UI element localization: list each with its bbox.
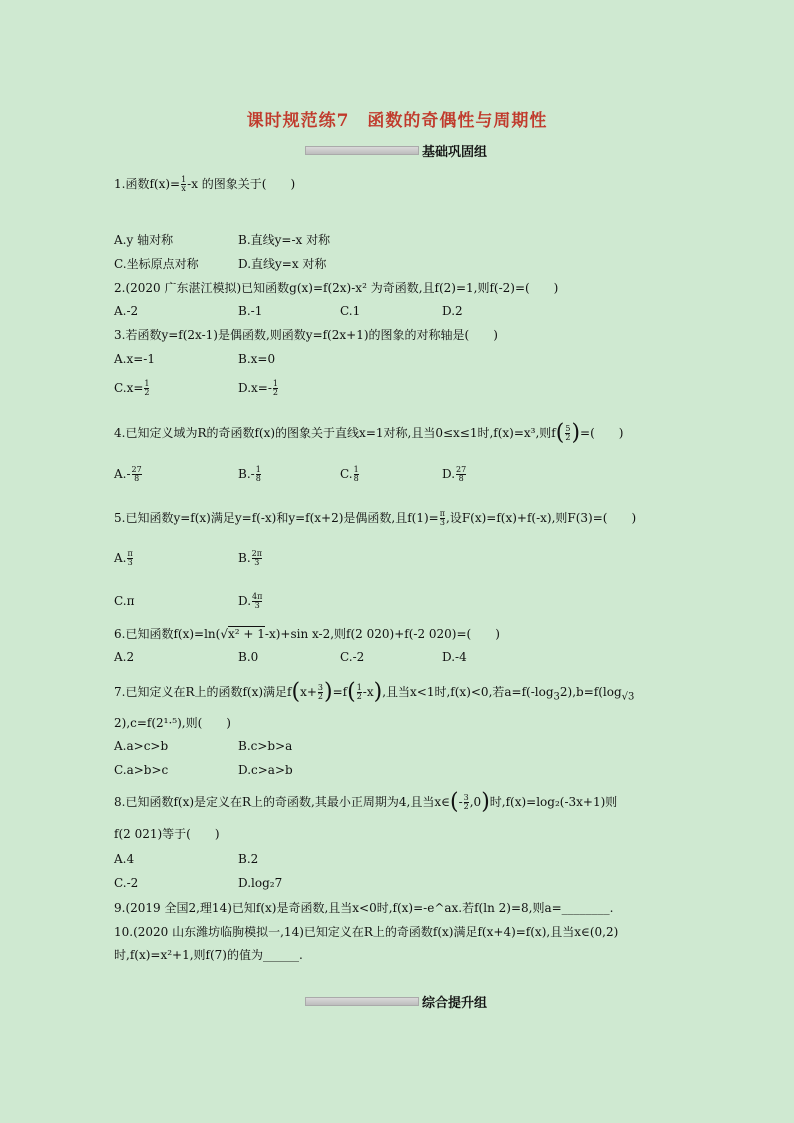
q8-option-d: D.log₂7 <box>238 876 283 890</box>
q3-d-num: 1 <box>272 379 278 388</box>
q5-d-label: D. <box>238 594 252 608</box>
q5-option-a <box>114 550 134 567</box>
q6-sqrt: x² + 1 <box>227 627 265 641</box>
q4-den: 2 <box>565 433 571 442</box>
q4-option-d <box>442 466 467 483</box>
q4-c-num: 1 <box>353 465 359 474</box>
question-10-line2: 时,f(x)=x²+1,则f(7)的值为______. <box>114 948 303 962</box>
q3-d-den: 2 <box>272 388 278 397</box>
q5-b-den: 3 <box>252 558 262 567</box>
q7-n1: 3 <box>317 683 324 692</box>
q8-text-c: 时,f(x)=log₂(-3x+1)则 <box>489 795 618 809</box>
q4-a-num: 27 <box>131 465 142 474</box>
q2-option-d: D.2 <box>442 304 463 318</box>
q7-d2: 2 <box>356 692 362 701</box>
q3-option-c <box>114 380 150 397</box>
q3-c-label: C.x= <box>114 381 144 395</box>
q8-num: 3 <box>463 793 469 802</box>
q6-option-a: A.2 <box>114 650 135 664</box>
q3-option-a: A.x=-1 <box>114 352 155 366</box>
q7-d1: 2 <box>317 692 324 701</box>
q4-text: 4.已知定义域为R的奇函数f(x)的图象关于直线x=1对称,且当0≤x≤1时,f(x)=x³,则f <box>114 426 556 440</box>
q5-b-num: 2π <box>251 549 262 558</box>
q1-rest: -x 的图象关于( ) <box>187 177 296 191</box>
q3-c-den: 2 <box>144 388 150 397</box>
q6-text-a: 6.已知函数f(x)=ln( <box>114 627 221 641</box>
q4-option-a <box>114 466 143 483</box>
q7-sub1: 3 <box>553 691 560 703</box>
q5-rest: ,设F(x)=f(x)+f(-x),则F(3)=( ) <box>446 511 637 525</box>
q8-option-c: C.-2 <box>114 876 139 890</box>
q7-paren-close-1: ) <box>324 679 333 705</box>
q5-a-fraction <box>127 550 132 567</box>
q5-den: 3 <box>439 518 445 527</box>
q1-text: 1.函数f(x)= <box>114 177 181 191</box>
q7-paren-open-1: ( <box>291 679 301 705</box>
q5-d-fraction <box>252 593 262 610</box>
q7-option-d: D.c>a>b <box>238 763 293 777</box>
q6-option-c: C.-2 <box>340 650 365 664</box>
q5-a-den: 3 <box>127 558 133 567</box>
q7-paren-open-2: ( <box>347 679 356 705</box>
q8-minus: - <box>458 795 463 809</box>
q1-option-c: C.坐标原点对称 <box>114 257 199 271</box>
q3-c-fraction <box>144 380 149 397</box>
q7-fraction-1 <box>318 684 323 701</box>
q1-fraction <box>181 176 186 193</box>
q4-num: 5 <box>565 424 571 433</box>
q4-paren-close: ) <box>571 420 581 446</box>
q6-option-d: D.-4 <box>442 650 467 664</box>
q5-num: π <box>439 509 445 518</box>
q8-text-a: 8.已知函数f(x)是定义在R上的奇函数,其最小正周期为4,且当x∈ <box>114 795 450 809</box>
q3-option-d <box>238 380 279 397</box>
q2-option-c: C.1 <box>340 304 361 318</box>
question-3: 3.若函数y=f(2x-1)是偶函数,则函数y=f(2x+1)的图象的对称轴是( ) <box>114 328 498 342</box>
section-header-basic <box>305 142 487 158</box>
q4-rest: =( ) <box>580 426 624 440</box>
q4-d-num: 27 <box>456 465 467 474</box>
q4-c-label: C. <box>340 467 353 481</box>
q7-text-a: 7.已知定义在R上的函数f(x)满足f <box>114 685 292 699</box>
q7-option-c: C.a>b>c <box>114 763 169 777</box>
q8-option-a: A.4 <box>114 852 135 866</box>
question-4 <box>114 420 624 446</box>
q5-b-fraction <box>252 550 262 567</box>
q5-d-den: 3 <box>252 601 262 610</box>
question-8 <box>114 789 618 815</box>
q5-b-label: B. <box>238 551 251 565</box>
q8-paren-open: ( <box>449 789 459 815</box>
q4-option-b <box>238 466 262 483</box>
section-bar <box>305 146 419 155</box>
q5-d-num: 4π <box>252 592 263 601</box>
q4-b-num: 1 <box>255 465 261 474</box>
q8-paren-close: ) <box>481 789 490 815</box>
q1-option-d: D.直线y=x 对称 <box>238 257 327 271</box>
q8-den: 2 <box>463 802 469 811</box>
sqrt-sign: √ <box>220 627 228 641</box>
q4-a-fraction <box>132 466 142 483</box>
q1-frac-num: 1 <box>181 175 187 184</box>
question-6 <box>114 626 500 642</box>
q2-option-b: B.-1 <box>238 304 263 318</box>
q1-option-a: A.y 轴对称 <box>114 233 174 247</box>
question-7-line2: 2),c=f(2¹·⁵),则( ) <box>114 716 231 730</box>
section-label: 基础巩固组 <box>422 144 488 160</box>
section-header-advanced <box>305 993 487 1009</box>
q4-d-den: 8 <box>456 474 466 483</box>
question-2: 2.(2020 广东湛江模拟)已知函数g(x)=f(2x)-x² 为奇函数,且f(2)=1,则f(-2)=( ) <box>114 281 559 295</box>
q5-option-d <box>238 593 263 610</box>
q6-option-b: B.0 <box>238 650 259 664</box>
q7-n2: 1 <box>356 683 362 692</box>
q7-text-c: 2),b=f(log <box>559 685 622 699</box>
q5-option-c: C.π <box>114 594 135 608</box>
q4-b-den: 8 <box>255 474 261 483</box>
question-5 <box>114 510 636 527</box>
q7-fraction-2 <box>357 684 362 701</box>
question-10: 10.(2020 山东潍坊临朐模拟一,14)已知定义在R上的奇函数f(x)满足f(x+4)=f(x),且当x∈(0,2) <box>114 925 619 939</box>
q4-b-label: B.- <box>238 467 255 481</box>
q8-text-b: ,0 <box>469 795 482 809</box>
q4-a-label: A.- <box>114 467 131 481</box>
question-1 <box>114 176 295 193</box>
section-bar <box>305 997 419 1006</box>
q4-d-fraction <box>456 466 466 483</box>
q4-fraction <box>565 425 570 442</box>
question-7 <box>114 679 635 705</box>
q7-option-a: A.a>c>b <box>114 739 169 753</box>
q7-mid: =f <box>332 685 348 699</box>
q4-paren-open: ( <box>555 420 565 446</box>
page-title: 课时规范练7 函数的奇偶性与周期性 <box>246 111 548 131</box>
q1-option-b: B.直线y=-x 对称 <box>238 233 331 247</box>
q8-fraction <box>464 794 469 811</box>
q7-option-b: B.c>b>a <box>238 739 293 753</box>
q7-paren-close-2: ) <box>373 679 383 705</box>
q5-option-b <box>238 550 263 567</box>
q5-fraction <box>440 510 445 527</box>
q3-c-num: 1 <box>144 379 150 388</box>
q1-frac-den: x <box>181 184 186 193</box>
q8-option-b: B.2 <box>238 852 259 866</box>
q3-option-b: B.x=0 <box>238 352 276 366</box>
q6-text-b: -x)+sin x-2,则f(2 020)+f(-2 020)=( ) <box>264 627 500 641</box>
question-9: 9.(2019 全国2,理14)已知f(x)是奇函数,且当x<0时,f(x)=-e^ax.若f(ln 2)=8,则a=________. <box>114 901 614 915</box>
question-8-line2: f(2 021)等于( ) <box>114 827 220 841</box>
section-label: 综合提升组 <box>422 995 488 1011</box>
q4-c-den: 8 <box>353 474 359 483</box>
q7-sub2: √3 <box>621 691 635 703</box>
q7-text-b: ,且当x<1时,f(x)<0,若a=f(-log <box>382 685 554 699</box>
q5-a-label: A. <box>114 551 127 565</box>
q4-option-c <box>340 466 360 483</box>
q5-a-num: π <box>127 549 133 558</box>
q3-d-label: D.x=- <box>238 381 272 395</box>
q7-inner2: -x <box>362 685 374 699</box>
q7-inner1: x+ <box>300 685 317 699</box>
q4-d-label: D. <box>442 467 456 481</box>
q2-option-a: A.-2 <box>114 304 139 318</box>
q4-c-fraction <box>354 466 359 483</box>
q4-b-fraction <box>256 466 261 483</box>
q3-d-fraction <box>273 380 278 397</box>
q4-a-den: 8 <box>132 474 142 483</box>
q5-text: 5.已知函数y=f(x)满足y=f(-x)和y=f(x+2)是偶函数,且f(1)= <box>114 511 439 525</box>
